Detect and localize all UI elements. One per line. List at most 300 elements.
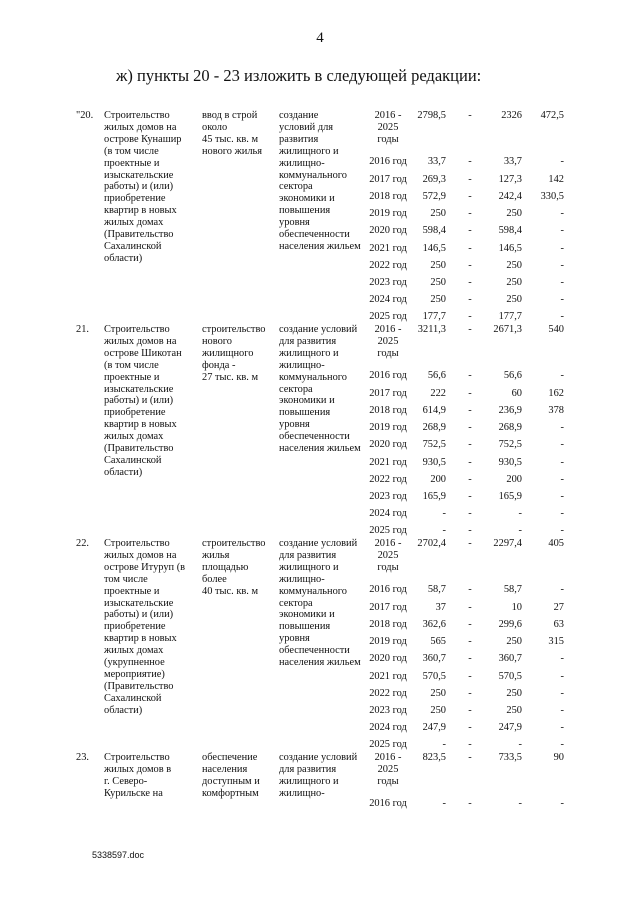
funding-row [0,388,640,400]
funding-row [0,525,640,537]
period-cell: 2016 год [369,156,407,167]
item-goal-line: жилищно- [279,359,325,371]
item-description-line: области) [104,252,143,264]
total-cell: 250 [430,705,446,716]
regional-cell: - [518,798,522,809]
local-cell: 330,5 [540,191,564,202]
period-cell: 2016 год [369,584,407,595]
item-goal-line: коммунального [279,371,348,383]
item-result-line: населения [202,763,248,775]
funding-row [0,294,640,306]
local-cell: 27 [553,602,564,613]
period-cell: 2020 год [369,225,407,236]
local-cell: - [560,277,564,288]
item-description-line: жилых домах [104,645,164,657]
item-description-line: приобретение [104,193,166,205]
total-cell: 37 [435,602,446,613]
federal-cell: - [468,243,472,254]
regional-cell: 60 [511,388,522,399]
item-goal-line: населения жильем [279,443,361,455]
local-cell: - [560,208,564,219]
item-description-line: области) [104,704,143,716]
item-description-line: работы) и (или) [104,181,174,193]
total-cell: 360,7 [422,653,446,664]
regional-cell: 250 [506,688,522,699]
item-number: 21. [76,324,89,335]
local-cell: - [560,311,564,322]
item-number: 23. [76,752,89,763]
regional-cell: 2297,4 [493,538,522,549]
local-cell: 315 [548,636,564,647]
total-cell: 823,5 [422,752,446,763]
federal-cell: - [468,671,472,682]
page-number: 4 [316,30,324,46]
total-cell: 570,5 [422,671,446,682]
period-cell: 2017 год [369,388,407,399]
local-cell: - [560,525,564,536]
item-description-line: том числе [104,573,148,585]
total-cell: 200 [430,474,446,485]
funding-row [0,668,640,683]
total-cell: 33,7 [427,156,446,167]
total-cell: 565 [430,636,446,647]
local-cell: - [560,491,564,502]
federal-cell: - [468,388,472,399]
total-cell: - [442,508,446,519]
federal-cell: - [468,439,472,450]
federal-cell: - [468,208,472,219]
local-cell: - [560,653,564,664]
federal-cell: - [468,156,472,167]
funding-row [0,405,640,417]
item-goal-line: повышения [279,407,331,419]
regional-cell: 299,6 [498,619,522,630]
item-result-line: жилищного [202,347,254,359]
item-goal-line: сектора [279,181,313,193]
federal-cell: - [468,688,472,699]
federal-cell: - [468,653,472,664]
item-description [104,324,198,479]
funding-row [0,454,640,469]
item-description-line: области) [104,466,143,478]
total-cell: 250 [430,277,446,288]
period-cell: 2018 год [369,405,407,416]
funding-row [0,474,640,486]
regional-cell: 598,4 [498,225,522,236]
item-goal-line: повышения [279,621,331,633]
item-description-line: Сахалинской [104,692,162,704]
period-cell: 2020 год [369,439,407,450]
item-goal-line: уровня [279,217,310,229]
item-goal-line: экономики и [279,609,335,621]
period-cell: 2023 год [369,277,407,288]
item-goal-line: обеспеченности [279,229,350,241]
item-goal-line: жилищно- [279,157,325,169]
funding-row [0,653,640,665]
item-description-line: приобретение [104,621,166,633]
total-cell: 362,6 [422,619,446,630]
funding-row [0,508,640,520]
funding-row [0,311,640,323]
item-description [104,110,198,265]
local-cell: - [560,294,564,305]
local-cell: - [560,156,564,167]
item-result-line: строительство [202,538,266,549]
item-goal-line: жилищного и [279,347,339,359]
item-goal-line: создание условий [279,752,358,763]
regional-cell: 200 [506,474,522,485]
funding-row [0,422,640,434]
funding-row [0,798,640,810]
federal-cell: - [468,739,472,750]
total-cell: 250 [430,260,446,271]
funding-row [0,636,640,648]
federal-cell: - [468,508,472,519]
total-cell: 247,9 [422,722,446,733]
federal-cell: - [468,752,472,763]
regional-cell: 250 [506,277,522,288]
local-cell: - [560,508,564,519]
period-cell: 2022 год [369,260,407,271]
period-cell: 2020 год [369,653,407,664]
period-cell: 2022 год [369,474,407,485]
local-cell: 540 [548,324,564,335]
period-cell: 2021 год [369,671,407,682]
total-cell: 177,7 [422,311,446,322]
item-result-line: 40 тыс. кв. м [202,585,259,597]
period-cell: 2021 год [369,243,407,254]
local-cell: - [560,370,564,381]
item-description-line: Строительство [104,538,170,549]
regional-cell: 2326 [501,110,522,121]
local-cell: - [560,671,564,682]
period-cell: 2016 - 2025 годы [374,110,402,145]
item-description-line: проектные и [104,371,160,383]
federal-cell: - [468,722,472,733]
funding-row [0,602,640,614]
federal-cell: - [468,457,472,468]
item-description-line: Строительство [104,324,170,335]
federal-cell: - [468,370,472,381]
local-cell: - [560,225,564,236]
funding-row [0,240,640,255]
item-description-line: (в том числе [104,359,159,371]
federal-cell: - [468,798,472,809]
local-cell: - [560,798,564,809]
item-result-line: более [202,573,227,585]
regional-cell: 33,7 [503,156,522,167]
period-cell: 2019 год [369,636,407,647]
period-cell: 2024 год [369,722,407,733]
regional-cell: 247,9 [498,722,522,733]
regional-cell: 58,7 [503,584,522,595]
local-cell: 472,5 [540,110,564,121]
regional-cell: 930,5 [498,457,522,468]
total-cell: - [442,739,446,750]
federal-cell: - [468,422,472,433]
total-cell: - [442,798,446,809]
funding-row [0,584,640,596]
federal-cell: - [468,538,472,549]
item-goal-line: создание условий [279,538,358,549]
period-cell: 2016 год [369,798,407,809]
regional-cell: 2671,3 [493,324,522,335]
funding-row [0,739,640,751]
item-number: 22. [76,538,89,549]
funding-row [0,722,640,734]
item-goal-line: создание [279,110,319,121]
federal-cell: - [468,474,472,485]
total-cell: 2702,4 [417,538,446,549]
federal-cell: - [468,636,472,647]
period-cell: 2025 год [369,525,407,536]
item-description-line: Строительство [104,110,170,121]
item-description-line: проектные и [104,157,160,169]
item-description-line: изыскательские [104,597,174,609]
funding-row [0,156,640,168]
total-cell: 752,5 [422,439,446,450]
item-number: "20. [76,110,94,121]
item-goal-line: развития [279,133,319,145]
item-goal-line: уровня [279,633,310,645]
funding-row [0,688,640,700]
period-cell: 2019 год [369,208,407,219]
period-cell: 2016 - 2025 годы [374,324,402,359]
local-cell: - [560,260,564,271]
item-goal-line: экономики и [279,395,335,407]
item-description-line: жилых домов на [104,121,177,133]
item-description-line: квартир в новых [104,419,177,431]
funding-row [0,277,640,289]
item-goal-line: для развития [279,763,337,775]
total-cell: 572,9 [422,191,446,202]
total-cell: 2798,5 [417,110,446,121]
period-cell: 2019 год [369,422,407,433]
regional-cell: 570,5 [498,671,522,682]
federal-cell: - [468,705,472,716]
funding-row [0,370,640,382]
local-cell: 90 [553,752,564,763]
regional-cell: - [518,508,522,519]
total-cell: 250 [430,208,446,219]
item-result-line: нового жилья [202,145,263,157]
file-name-footer: 5338597.doc [92,850,145,860]
regional-cell: 146,5 [498,243,522,254]
total-cell: 930,5 [422,457,446,468]
item-result-line: нового [202,335,232,347]
funding-row [0,491,640,503]
regional-cell: 250 [506,260,522,271]
period-cell: 2018 год [369,619,407,630]
local-cell: - [560,474,564,485]
item-description-line: (Правительство [104,443,174,455]
item-description-line: жилых домов на [104,335,177,347]
federal-cell: - [468,260,472,271]
item-description-line: жилых домов на [104,549,177,561]
federal-cell: - [468,311,472,322]
period-cell: 2021 год [369,457,407,468]
regional-cell: 250 [506,636,522,647]
federal-cell: - [468,619,472,630]
item-goal-line: сектора [279,383,313,395]
item-description-line: проектные и [104,585,160,597]
local-cell: 405 [548,538,564,549]
item-goal-line: для развития [279,335,337,347]
item-goal-line: повышения [279,205,331,217]
item-description-line: изыскательские [104,169,174,181]
item-goal-line: уровня [279,419,310,431]
total-cell: 56,6 [427,370,446,381]
funding-row [0,439,640,451]
funding-row [0,260,640,272]
item-description-line: жилых домах [104,431,164,443]
local-cell: - [560,439,564,450]
item-goal-line: обеспеченности [279,645,350,657]
item-goal-line: жилищно- [279,787,325,799]
item-goal-line: жилищно- [279,573,325,585]
period-cell: 2024 год [369,294,407,305]
item-result-line: обеспечение [202,752,258,763]
federal-cell: - [468,584,472,595]
regional-cell: 250 [506,294,522,305]
item-description-line: жилых домов в [104,763,172,775]
funding-row [0,174,640,186]
item-description-line: (в том числе [104,145,159,157]
item-goal-line: создание условий [279,324,358,335]
item-description-line: работы) и (или) [104,395,174,407]
item-goal-line: коммунального [279,169,348,181]
total-cell: 3211,3 [417,324,446,335]
regional-cell: 56,6 [503,370,522,381]
total-cell: 146,5 [422,243,446,254]
section-heading: ж) пункты 20 - 23 изложить в следующей редакции: [116,66,482,85]
local-cell: 63 [553,619,564,630]
item-result-line: 45 тыс. кв. м [202,133,259,145]
item-description-line: жилых домах [104,217,164,229]
period-cell: 2023 год [369,491,407,502]
federal-cell: - [468,324,472,335]
local-cell: - [560,457,564,468]
total-cell: 250 [430,688,446,699]
local-cell: - [560,584,564,595]
item-goal-line: сектора [279,597,313,609]
total-cell: 268,9 [422,422,446,433]
total-cell: 250 [430,294,446,305]
funding-row [0,705,640,717]
item-description-line: Курильске на [104,787,163,799]
local-cell: 142 [548,174,564,185]
item-goal-line: жилищного и [279,145,339,157]
item-description-line: работы) и (или) [104,609,174,621]
local-cell: - [560,739,564,750]
period-cell: 2016 - 2025 годы [374,752,402,787]
item-result-line: комфортным [202,787,259,799]
regional-cell: 733,5 [498,752,522,763]
period-cell: 2023 год [369,705,407,716]
total-cell: 58,7 [427,584,446,595]
local-cell: - [560,705,564,716]
item-description-line: приобретение [104,407,166,419]
federal-cell: - [468,225,472,236]
item-result-line: 27 тыс. кв. м [202,371,259,383]
item-description-line: г. Северо- [104,775,148,787]
item-description-line: (Правительство [104,680,174,692]
local-cell: 162 [548,388,564,399]
period-cell: 2018 год [369,191,407,202]
regional-cell: 268,9 [498,422,522,433]
item-result-line: жилья [202,549,230,561]
regional-cell: 236,9 [498,405,522,416]
regional-cell: 10 [511,602,522,613]
federal-cell: - [468,405,472,416]
regional-cell: - [518,525,522,536]
item-goal-line: населения жильем [279,240,361,252]
total-cell: 614,9 [422,405,446,416]
regional-cell: 250 [506,208,522,219]
item-description-line: острове Кунашир [104,133,182,145]
item-description-line: изыскательские [104,383,174,395]
item-goal-line: экономики и [279,193,335,205]
item-description-line: мероприятие) [104,668,165,680]
item-result-line: фонда - [202,359,236,371]
local-cell: - [560,243,564,254]
item-description-line: квартир в новых [104,205,177,217]
item-description-line: острове Итуруп (в [104,561,186,573]
item-goal-line: жилищного и [279,561,339,573]
local-cell: - [560,422,564,433]
total-cell: 222 [430,388,446,399]
item-description-line: (Правительство [104,229,174,241]
item-description-line: квартир в новых [104,633,177,645]
item-goal-line: населения жильем [279,657,361,669]
federal-cell: - [468,277,472,288]
period-cell: 2017 год [369,174,407,185]
federal-cell: - [468,294,472,305]
local-cell: - [560,722,564,733]
federal-cell: - [468,174,472,185]
item-goal-line: коммунального [279,585,348,597]
funding-row [0,208,640,220]
item-result-line: строительство [202,324,266,335]
item-result-line: площадью [202,561,249,573]
regional-cell: 165,9 [498,491,522,502]
regional-cell: 752,5 [498,439,522,450]
item-result-line: доступным и [202,775,260,787]
funding-row [0,225,640,237]
item-result-line: около [202,121,228,133]
item-description-line: Строительство [104,752,170,763]
period-cell: 2025 год [369,311,407,322]
total-cell: 269,3 [422,174,446,185]
federal-cell: - [468,491,472,502]
item-description-line: Сахалинской [104,240,162,252]
period-cell: 2017 год [369,602,407,613]
regional-cell: 360,7 [498,653,522,664]
federal-cell: - [468,110,472,121]
item-goal-line: обеспеченности [279,431,350,443]
item-description-line: (укрупненное [104,657,165,669]
regional-cell: - [518,739,522,750]
item-goal-line: жилищного и [279,775,339,787]
item-result-line: ввод в строй [202,110,258,121]
item-goal-line: условий для [279,121,334,133]
federal-cell: - [468,602,472,613]
total-cell: 598,4 [422,225,446,236]
local-cell: - [560,688,564,699]
local-cell: 378 [548,405,564,416]
federal-cell: - [468,525,472,536]
regional-cell: 242,4 [498,191,522,202]
